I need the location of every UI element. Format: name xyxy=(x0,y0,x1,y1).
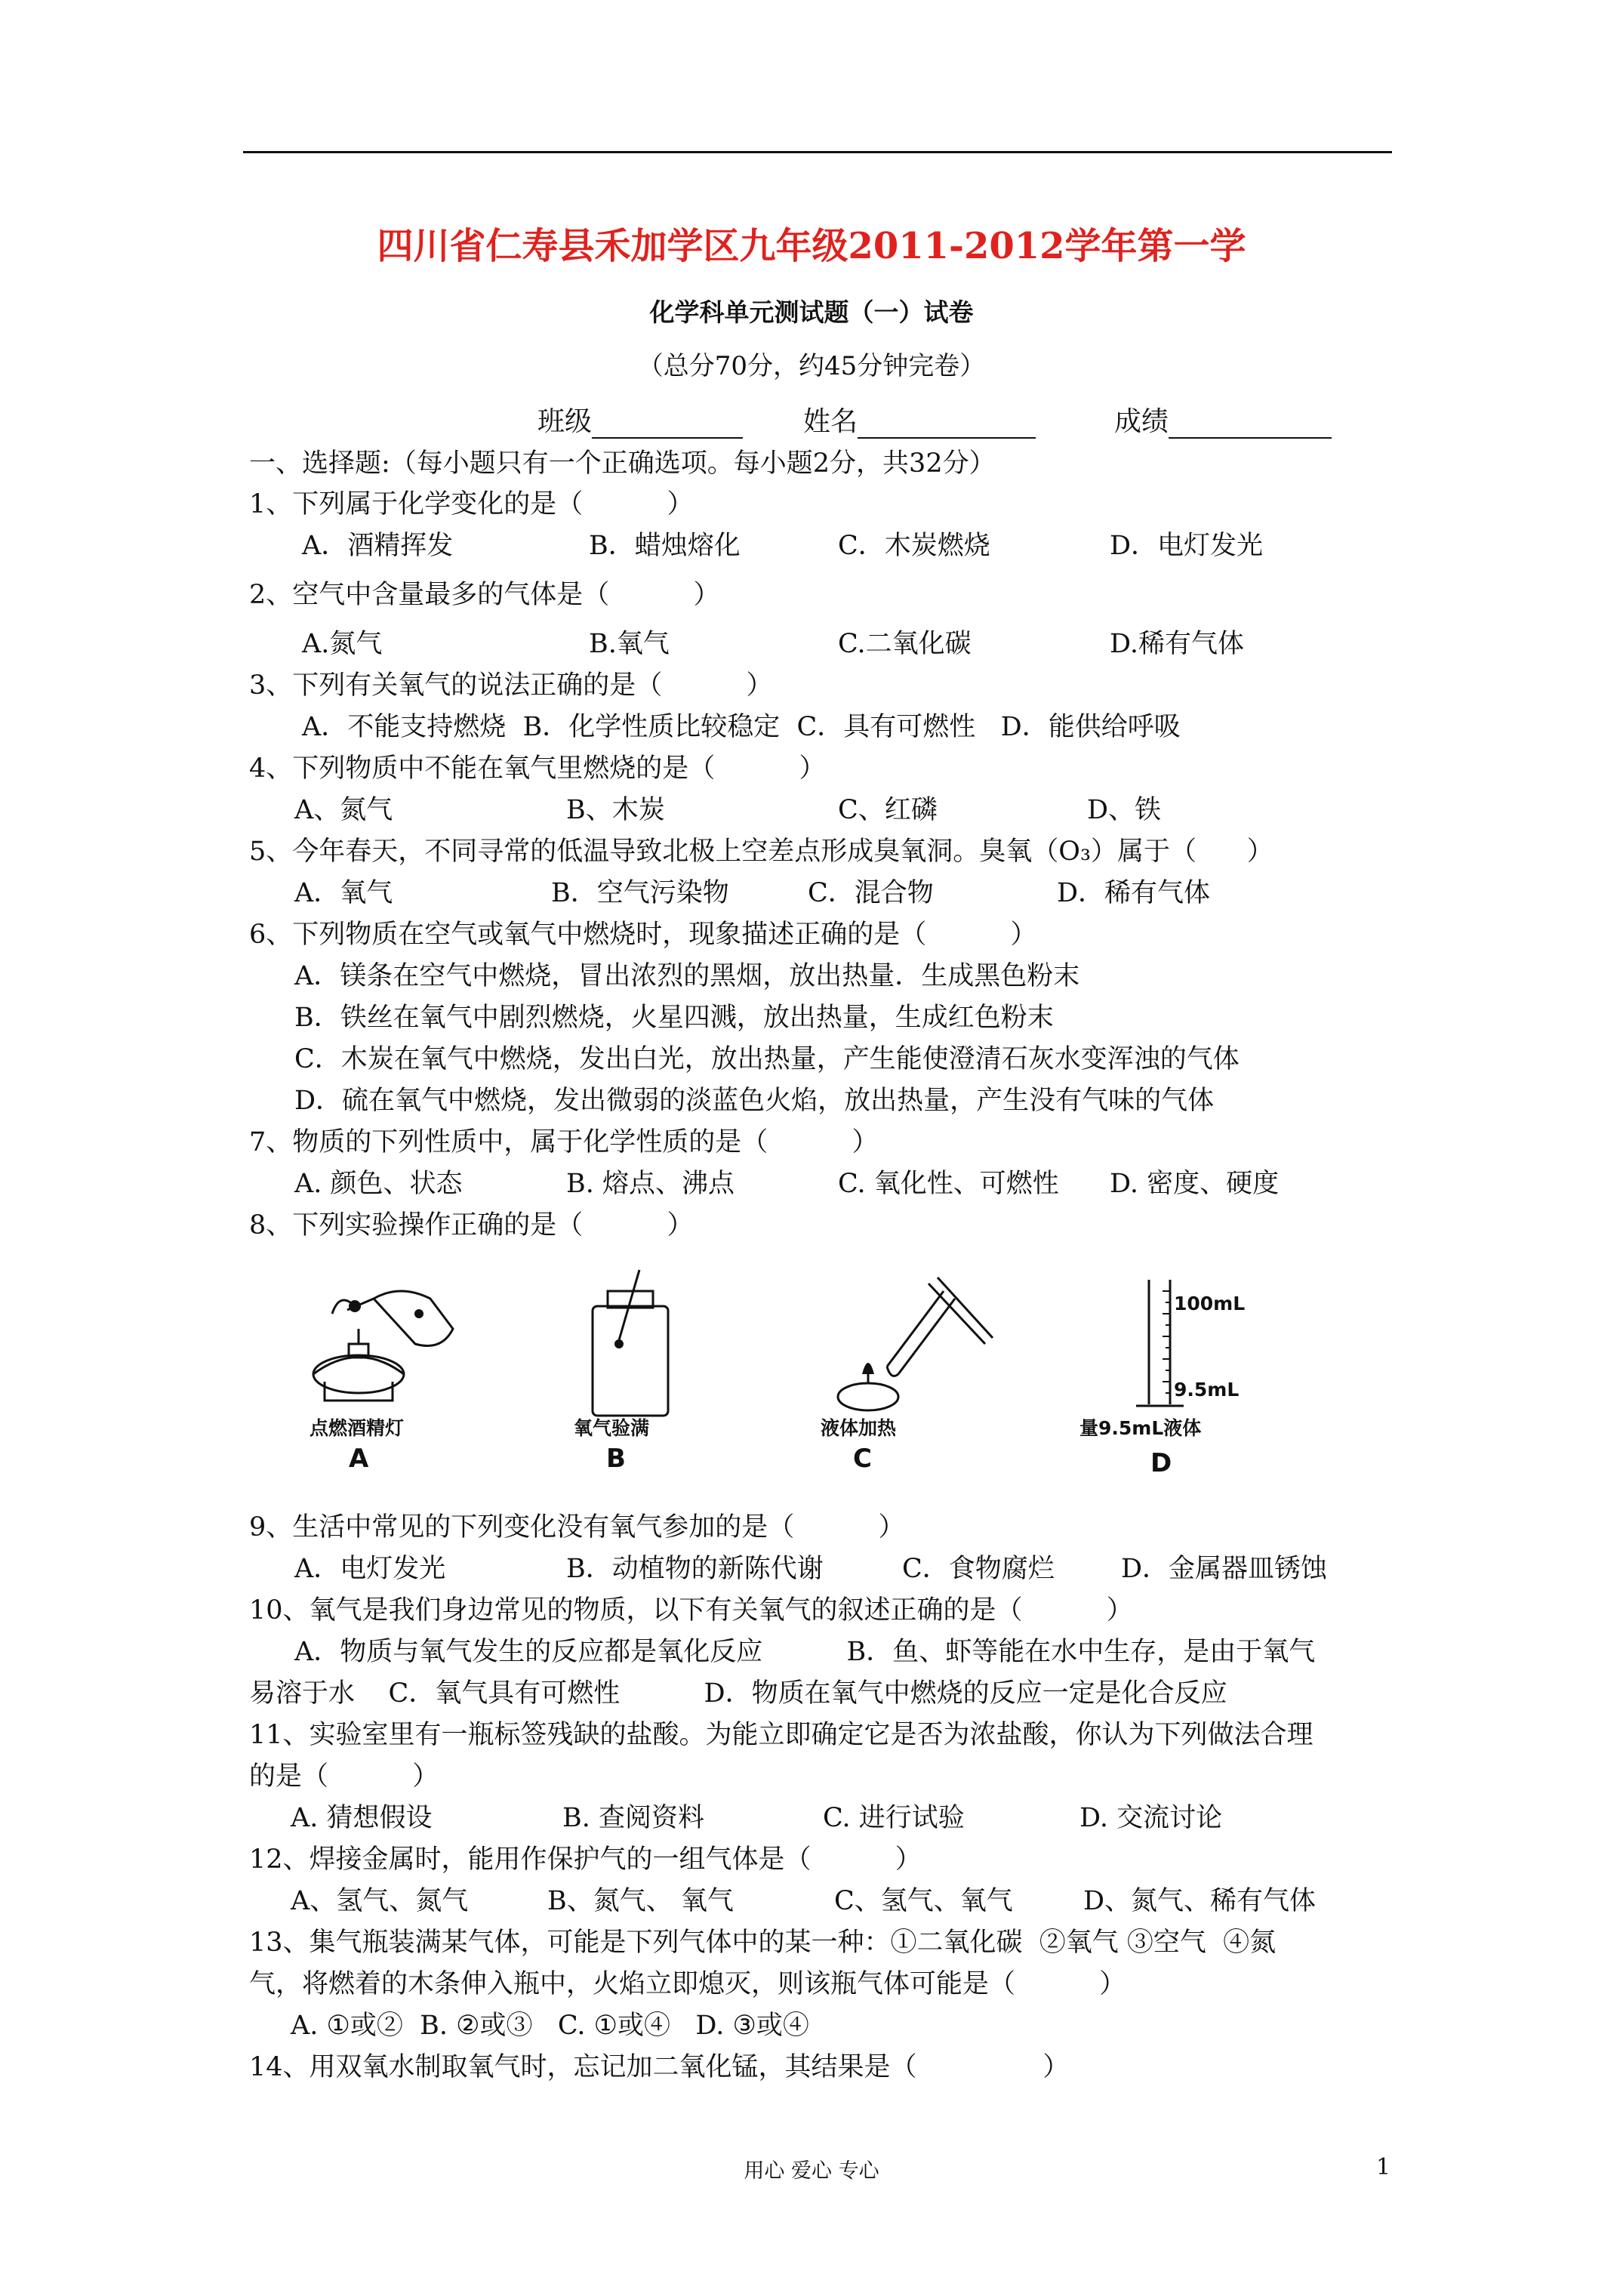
class-field[interactable] xyxy=(537,400,743,439)
name-field[interactable] xyxy=(803,400,1036,439)
q11-option-b: B. 查阅资料 xyxy=(562,1803,704,1833)
question-11: 11、实验室里有一瓶标签残缺的盐酸。为能立即确定它是否为浓盐酸，你认为下列做法合理 xyxy=(249,1720,1313,1750)
question-13-cont: 气，将燃着的木条伸入瓶中，火焰立即熄灭，则该瓶气体可能是（ ） xyxy=(249,1969,1126,1999)
q11-option-a: A. 猜想假设 xyxy=(291,1803,433,1833)
heating-tube-figure xyxy=(815,1268,996,1419)
page-title: 四川省仁寿县禾加学区九年级2011-2012学年第一学 xyxy=(377,225,1246,267)
score-field[interactable] xyxy=(1114,400,1332,439)
q11-option-d: D. 交流讨论 xyxy=(1079,1803,1223,1833)
q9-option-d: D．金属器皿锈蚀 xyxy=(1121,1554,1328,1584)
q1-option-a: A．酒精挥发 xyxy=(302,531,454,561)
q7-option-b: B. 熔点、沸点 xyxy=(566,1169,735,1199)
page-number: 1 xyxy=(1376,2154,1391,2180)
q10-options-line1: A．物质与氧气发生的反应都是氧化反应 B．鱼、虾等能在水中生存，是由于氧气 xyxy=(294,1637,1316,1667)
name-label: 姓名 xyxy=(803,406,858,437)
figure-d-letter: D xyxy=(1150,1448,1172,1478)
q13-options: A. ①或② B. ②或③ C. ①或④ D. ③或④ xyxy=(291,2011,809,2041)
q12-option-d: D、氮气、稀有气体 xyxy=(1083,1886,1317,1916)
q5-option-d: D．稀有气体 xyxy=(1057,878,1211,908)
class-label: 班级 xyxy=(537,406,593,437)
question-5: 5、今年春天，不同寻常的低温导致北极上空差点形成臭氧洞。臭氧（O₃）属于（ ） xyxy=(249,837,1273,867)
q4-option-a: A、氮气 xyxy=(294,795,393,825)
question-9: 9、生活中常见的下列变化没有氧气参加的是（ ） xyxy=(249,1512,905,1542)
question-4: 4、下列物质中不能在氧气里燃烧的是（ ） xyxy=(249,754,826,784)
question-10: 10、氧气是我们身边常见的物质，以下有关氧气的叙述正确的是（ ） xyxy=(249,1595,1133,1626)
gas-bottle-figure xyxy=(585,1268,676,1419)
q5-option-b: B．空气污染物 xyxy=(551,878,729,908)
q5-option-a: A．氧气 xyxy=(294,878,393,908)
q11-option-c: C. 进行试验 xyxy=(823,1803,965,1833)
q1-option-d: D．电灯发光 xyxy=(1110,531,1264,561)
figure-d-caption: 量9.5mL液体 xyxy=(1079,1417,1202,1439)
q7-option-d: D. 密度、硬度 xyxy=(1110,1169,1280,1199)
cylinder-mark-label: 9.5mL xyxy=(1174,1379,1240,1401)
figure-a-caption: 点燃酒精灯 xyxy=(310,1417,405,1439)
footer-motto: 用心 爱心 专心 xyxy=(744,2159,879,2183)
name-blank[interactable] xyxy=(858,410,1036,439)
question-12: 12、焊接金属时，能用作保护气的一组气体是（ ） xyxy=(249,1845,922,1875)
question-7: 7、物质的下列性质中，属于化学性质的是（ ） xyxy=(249,1127,879,1157)
q7-option-c: C. 氧化性、可燃性 xyxy=(838,1169,1059,1199)
q7-option-a: A. 颜色、状态 xyxy=(294,1169,463,1199)
page-subtitle: 化学科单元测试题（一）试卷 xyxy=(649,297,974,327)
q6-option-b: B．铁丝在氧气中剧烈燃烧，火星四溅，放出热量，生成红色粉末 xyxy=(294,1003,1054,1033)
question-1: 1、下列属于化学变化的是（ ） xyxy=(249,489,694,519)
figure-c-letter: C xyxy=(853,1444,872,1474)
top-rule xyxy=(243,151,1392,153)
question-8: 8、下列实验操作正确的是（ ） xyxy=(249,1210,694,1240)
score-label: 成绩 xyxy=(1114,406,1169,437)
q12-option-c: C、氢气、氧气 xyxy=(834,1886,1013,1916)
question-13: 13、集气瓶装满某气体，可能是下列气体中的某一种：①二氧化碳 ②氧气 ③空气 ④氮 xyxy=(249,1928,1277,1958)
q4-option-b: B、木炭 xyxy=(566,795,665,825)
q12-option-b: B、氮气、 氧气 xyxy=(547,1886,734,1916)
score-blank[interactable] xyxy=(1169,410,1332,439)
q12-option-a: A、氢气、氮气 xyxy=(291,1886,469,1916)
q2-option-d: D.稀有气体 xyxy=(1110,629,1244,659)
figure-a-letter: A xyxy=(349,1444,369,1474)
q9-option-b: B．动植物的新陈代谢 xyxy=(566,1554,824,1584)
q4-option-c: C、红磷 xyxy=(838,795,938,825)
q9-option-c: C．食物腐烂 xyxy=(902,1554,1055,1584)
figure-c-caption: 液体加热 xyxy=(821,1417,897,1439)
question-11-cont: 的是（ ） xyxy=(249,1761,439,1792)
q6-option-a: A．镁条在空气中燃烧，冒出浓烈的黑烟，放出热量．生成黑色粉末 xyxy=(294,961,1080,991)
class-blank[interactable] xyxy=(592,410,743,439)
question-3: 3、下列有关氧气的说法正确的是（ ） xyxy=(249,670,773,701)
question-14: 14、用双氧水制取氧气时，忘记加二氧化锰，其结果是（ ） xyxy=(249,2052,1070,2082)
q2-option-a: A.氮气 xyxy=(302,629,383,659)
q6-option-c: C．木炭在氧气中燃烧，发出白光，放出热量，产生能使澄清石灰水变浑浊的气体 xyxy=(294,1044,1240,1074)
q1-option-b: B．蜡烛熔化 xyxy=(589,531,741,561)
alcohol-lamp-figure xyxy=(302,1268,476,1412)
q9-option-a: A．电灯发光 xyxy=(294,1554,446,1584)
q10-options-line2: 易溶于水 C．氧气具有可燃性 D．物质在氧气中燃烧的反应一定是化合反应 xyxy=(249,1678,1227,1709)
q2-option-b: B.氧气 xyxy=(589,629,670,659)
cylinder-top-label: 100mL xyxy=(1174,1293,1246,1314)
q4-option-d: D、铁 xyxy=(1087,795,1162,825)
figure-b-caption: 氧气验满 xyxy=(574,1417,650,1439)
q6-option-d: D．硫在氧气中燃烧，发出微弱的淡蓝色火焰，放出热量，产生没有气味的气体 xyxy=(294,1086,1215,1116)
figure-b-letter: B xyxy=(606,1444,626,1474)
q2-option-c: C.二氧化碳 xyxy=(838,629,972,659)
question-2: 2、空气中含量最多的气体是（ ） xyxy=(249,580,720,610)
exam-note: （总分70分，约45分钟完卷） xyxy=(637,351,986,381)
q5-option-c: C．混合物 xyxy=(808,878,934,908)
q1-option-c: C．木炭燃烧 xyxy=(838,531,990,561)
q3-options: A．不能支持燃烧 B．化学性质比较稳定 C．具有可燃性 D．能供给呼吸 xyxy=(302,712,1181,742)
question-6: 6、下列物质在空气或氧气中燃烧时，现象描述正确的是（ ） xyxy=(249,920,1037,950)
section-heading: 一、选择题:（每小题只有一个正确选项。每小题2分，共32分） xyxy=(249,448,996,479)
